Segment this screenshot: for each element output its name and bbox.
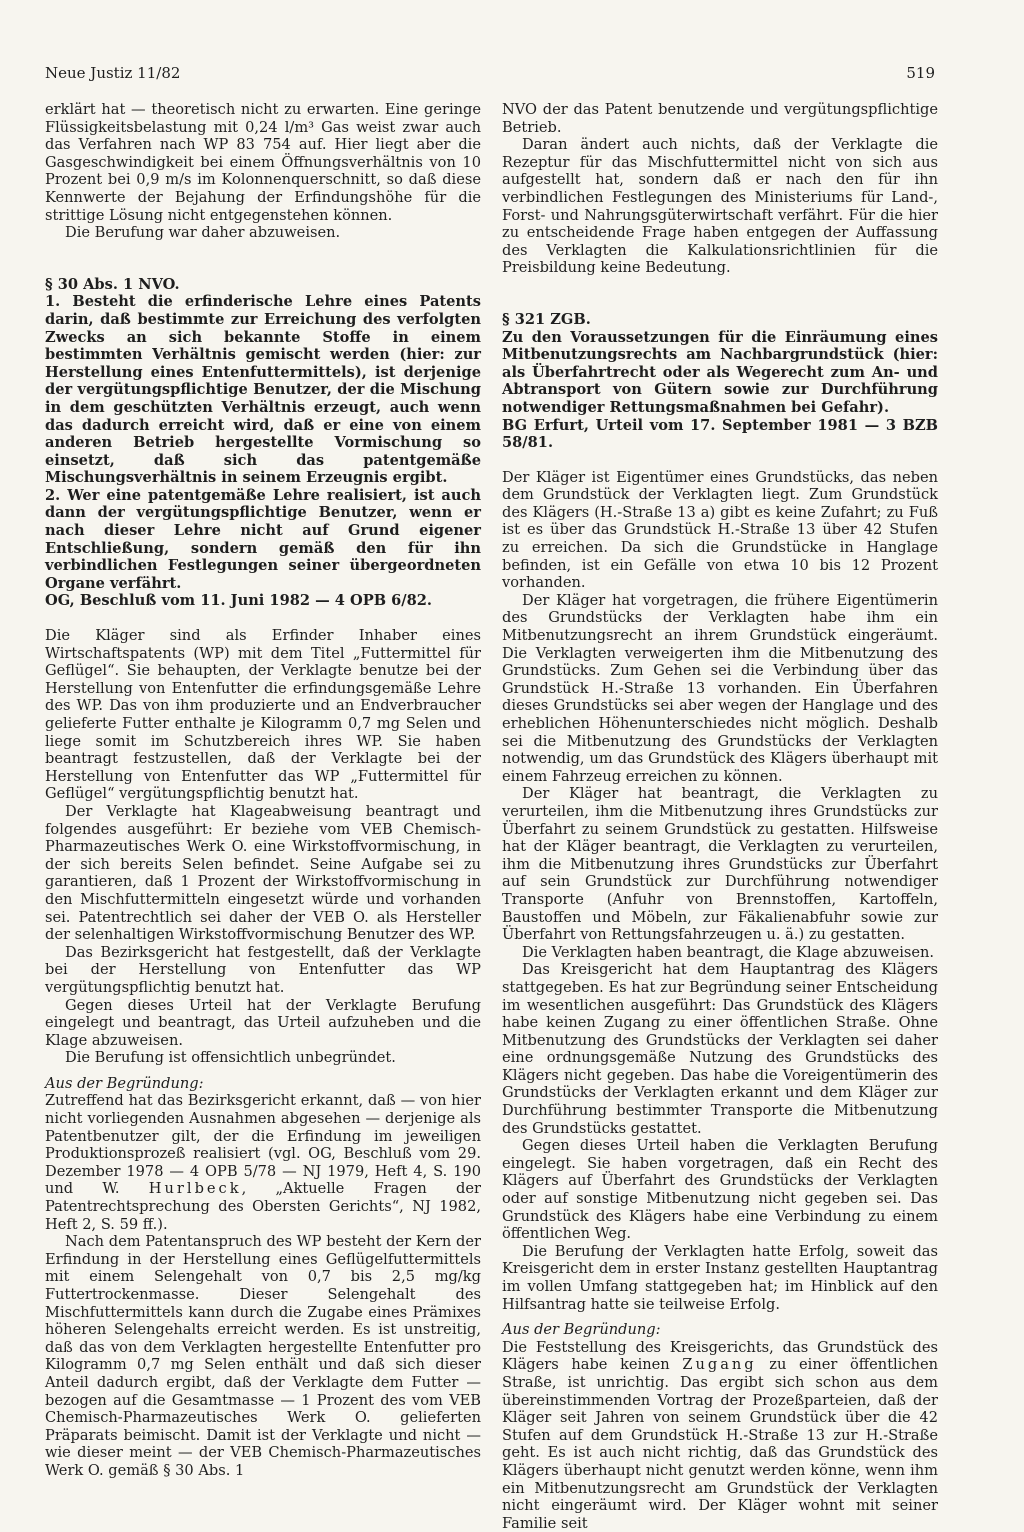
- headnote-1: 1. Besteht die erfinderische Lehre eines Patents darin, daß bestimmte zur Erreichung des verfolgten Zwecks an sich bekannte Stoffe in einem bestimmten Verhältnis gemischt werden (hier: zur Herstellung eines Entenfuttermittels), ist derjenige der vergütungspflichtige Benutzer, der die Mischung in dem geschützten Verhältnis erzeugt, auch wenn das dadurch erreicht wird, daß er eine von einem anderen Betrieb hergestellte Vormischung so einsetzt, daß sich das patentgemäße Mischungsverhältnis in seinem Erzeugnis ergibt.: [45, 293, 481, 487]
- left-column: [45, 101, 481, 1480]
- text-run: Die Feststellung des Kreisgerichts, das Grundstück des Klägers habe keinen: [502, 1338, 938, 1374]
- paragraph: Das Kreisgericht hat dem Hauptantrag des Klägers stattgegeben. Es hat zur Begründung seiner Entscheidung im wesentlichen ausgeführt: Das Grundstück des Klägers habe keinen Zugang zu einer öffentlichen Straße. Ohne Mitbenutzung des Grundstücks der Verklagten sei daher eine ordnungsgemäße Nutzung des Grundstücks des Klägers nicht gegeben. Das habe die Voreigentümerin des Grundstücks der Verklagten erkannt und dem Kläger zur Durchführung bestimmter Transporte die Mitbenutzung des Grundstücks gestattet.: [502, 961, 938, 1137]
- norm-heading: § 30 Abs. 1 NVO.: [45, 275, 180, 293]
- author-name: Hurlbeck: [148, 1180, 242, 1198]
- paragraph: NVO der das Patent benutzende und vergütungspflichtige Betrieb.: [502, 101, 938, 136]
- text-run: , „Aktuelle Fragen der Patentrechtsprechung des Obersten Gerichts“, NJ 1982, Heft 2, S. 59 ff.).: [45, 1180, 481, 1233]
- paragraph: Die Verklagten haben beantragt, die Klage abzuweisen.: [522, 943, 935, 961]
- norm-heading: § 321 ZGB.: [502, 310, 591, 328]
- paragraph: Der Kläger hat beantragt, die Verklagten zu verurteilen, ihm die Mitbenutzung ihres Grundstücks zur Überfahrt zu seinem Grundstück zu gestatten. Hilfsweise hat der Kläger beantragt, die Verklagten zu verurteilen, ihm die Mitbenutzung ihres Grundstücks zur Überfahrt auf sein Grundstück zur Durchführung notwendiger Transporte (Anfuhr von Brennstoffen, Kartoffeln, Baustoffen und Möbeln, zur Fäkalienabfuhr sowie zur Überfahrt von Rettungsfahrzeugen u. ä.) zu gestatten.: [502, 785, 938, 944]
- spacer: [502, 277, 938, 311]
- text-run: zu einer öffentlichen Straße, ist unrichtig. Das ergibt sich schon aus dem übereinstimmenden Vortrag der Prozeßparteien, daß der Kläger seit Jahren von seinem Grundstück über die 42 Stufen auf dem Grundstück H.-Straße 13 zur H.-Straße geht. Es ist auch nicht richtig, daß das Grundstück des Klägers überhaupt nicht genutzt werden könne, wenn ihm ein Mitbenutzungsrecht am Grundstück der Verklagten nicht eingeräumt wird. Der Kläger wohnt mit seiner Familie seit: [502, 1356, 938, 1532]
- spacer: [45, 610, 481, 627]
- headnote: Zu den Voraussetzungen für die Einräumung eines Mitbenutzungsrechts am Nachbargrundstück (hier: als Überfahrtrecht oder als Wegerecht zum An- und Abtransport von Gütern sowie zur Durchführung notwendiger Rettungsmaßnahmen bei Gefahr).: [502, 328, 938, 416]
- journal-title: Neue Justiz 11/82: [45, 64, 181, 82]
- spacer: [502, 1313, 938, 1321]
- paragraph: Der Kläger hat vorgetragen, die frühere Eigentümerin des Grundstücks der Verklagten habe ihm ein Mitbenutzungsrecht an ihrem Grundstück eingeräumt. Die Verklagten verweigerten ihm die Mitbenutzung des Grundstücks. Zum Gehen sei die Verbindung über das Grundstück H.-Straße 13 vorhanden. Ein Überfahren dieses Grundstücks sei aber wegen der Hanglage und des erheblichen Höhenunterschiedes nicht möglich. Deshalb sei die Mitbenutzung des Grundstücks der Verklagten notwendig, um das Grundstück des Klägers überhaupt mit einem Fahrzeug erreichen zu können.: [502, 591, 938, 785]
- text-run: Zutreffend hat das Bezirksgericht erkannt, daß — von hier nicht vorliegenden Ausnahmen abgesehen — derjenige als Patentbenutzer gilt, der die Erfindung im jeweiligen Produktionsprozeß realisiert (vgl. OG, Beschluß vom 29. Dezember 1978 — 4 OPB 5/78 — NJ 1979, Heft 4, S. 190 und W.: [45, 1092, 481, 1198]
- paragraph: [45, 1092, 481, 1233]
- decision-citation: OG, Beschluß vom 11. Juni 1982 — 4 OPB 6/82.: [45, 592, 433, 610]
- spacer: [45, 1067, 481, 1075]
- spacer: [45, 242, 481, 276]
- section-subheading: Aus der Begründung:: [502, 1321, 661, 1339]
- paragraph: Das Bezirksgericht hat festgestellt, daß der Verklagte bei der Herstellung von Entenfutter das WP vergütungspflichtig benutzt hat.: [45, 943, 481, 996]
- paragraph: erklärt hat — theoretisch nicht zu erwarten. Eine geringe Flüssigkeitsbelastung mit 0,24 l/m³ Gas weist zwar auch das Verfahren nach WP 83 754 auf. Hier liegt aber die Gasgeschwindigkeit bei einem Öffnungsverhältnis von 10 Prozent bei 0,9 m/s im Kolonnenquerschnitt, so daß diese Kennwerte der Bejahung der Erfindungshöhe für die strittige Lösung nicht entgegenstehen können.: [45, 101, 481, 224]
- paragraph: Die Berufung war daher abzuweisen.: [65, 224, 341, 242]
- spaced-word: Zugang: [682, 1356, 757, 1374]
- paragraph: Der Verklagte hat Klageabweisung beantragt und folgendes ausgeführt: Er beziehe vom VEB Chemisch-Pharmazeutisches Werk O. eine Wirkstoffvormischung, in der sich bereits Selen befindet. Seine Aufgabe sei zu garantieren, daß 1 Prozent der Wirkstoffvormischung in den Mischfuttermitteln eingesetzt würde und vorhanden sei. Patentrechtlich sei daher der VEB O. als Hersteller der selenhaltigen Wirkstoffvormischung Benutzer des WP.: [45, 802, 481, 944]
- right-column: [502, 101, 938, 1532]
- paragraph: Die Berufung ist offensichtlich unbegründet.: [65, 1049, 396, 1067]
- paragraph: [502, 1339, 938, 1532]
- decision-citation: BG Erfurt, Urteil vom 17. September 1981 — 3 BZB 58/81.: [502, 416, 938, 452]
- headnote-2: 2. Wer eine patentgemäße Lehre realisiert, ist auch dann der vergütungspflichtige Benutzer, wenn er nach dieser Lehre nicht auf Grund eigener Entschließung, sondern gemäß den für ihn verbindlichen Festlegungen seiner übergeordneten Organe verfährt.: [45, 486, 481, 592]
- paragraph: Die Berufung der Verklagten hatte Erfolg, soweit das Kreisgericht dem in erster Instanz gestellten Hauptantrag im vollen Umfang stattgegeben hat; im Hinblick auf den Hilfsantrag hatte sie teilweise Erfolg.: [502, 1242, 938, 1313]
- paragraph: Der Kläger ist Eigentümer eines Grundstücks, das neben dem Grundstück der Verklagten liegt. Zum Grundstück des Klägers (H.-Straße 13 a) gibt es keine Zufahrt; zu Fuß ist es über das Grundstück H.-Straße 13 über 42 Stufen zu erreichen. Da sich die Grundstücke in Hanglage befinden, ist ein Gefälle von etwa 10 bis 12 Prozent vorhanden.: [502, 468, 938, 592]
- spacer: [502, 452, 938, 469]
- section-subheading: Aus der Begründung:: [45, 1074, 204, 1092]
- paragraph: Die Kläger sind als Erfinder Inhaber eines Wirtschaftspatents (WP) mit dem Titel „Futtermittel für Geflügel“. Sie behaupten, der Verklagte benutze bei der Herstellung von Entenfutter die erfindungsgemäße Lehre des WP. Das von ihm produzierte und an Endverbraucher gelieferte Futter enthalte je Kilogramm 0,7 mg Selen und liege somit im Schutzbereich ihres WP. Sie haben beantragt festzustellen, daß der Verklagte bei der Herstellung von Entenfutter das WP „Futtermittel für Geflügel“ vergütungspflichtig benutzt hat.: [45, 627, 481, 803]
- paragraph: Daran ändert auch nichts, daß der Verklagte die Rezeptur für das Mischfuttermittel nicht von sich aus aufgestellt hat, sondern daß er nach den für ihn verbindlichen Festlegungen des Ministeriums für Land-, Forst- und Nahrungsgüterwirtschaft verfährt. Für die hier zu entscheidende Frage haben entgegen der Auffassung des Verklagten die Kalkulationsrichtlinien für die Preisbildung keine Bedeutung.: [502, 136, 938, 277]
- paragraph: Nach dem Patentanspruch des WP besteht der Kern der Erfindung in der Herstellung eines Geflügelfuttermittels mit einem Selengehalt von 0,7 bis 2,5 mg/kg Futtertrockenmasse. Dieser Selengehalt des Mischfuttermittels kann durch die Zugabe eines Prämixes höheren Selengehalts erreicht werden. Es ist unstreitig, daß das von dem Verklagten hergestellte Entenfutter pro Kilogramm 0,7 mg Selen enthält und daß sich dieser Anteil dadurch ergibt, daß der Verklagte dem Futter — bezogen auf die Gesamtmasse — 1 Prozent des vom VEB Chemisch-Pharmazeutisches Werk O. gelieferten Präparats beimischt. Damit ist der Verklagte und nicht — wie dieser meint — der VEB Chemisch-Pharmazeutisches Werk O. gemäß § 30 Abs. 1: [45, 1233, 481, 1479]
- paragraph: Gegen dieses Urteil haben die Verklagten Berufung eingelegt. Sie haben vorgetragen, daß ein Recht des Klägers auf Überfahrt des Grundstücks der Verklagten oder auf sonstige Mitbenutzung nicht gegeben sei. Das Grundstück des Klägers habe eine Verbindung zu einem öffentlichen Weg.: [502, 1137, 938, 1243]
- paragraph: Gegen dieses Urteil hat der Verklagte Berufung eingelegt und beantragt, das Urteil aufzuheben und die Klage abzuweisen.: [45, 996, 481, 1049]
- page-number: 519: [906, 64, 935, 82]
